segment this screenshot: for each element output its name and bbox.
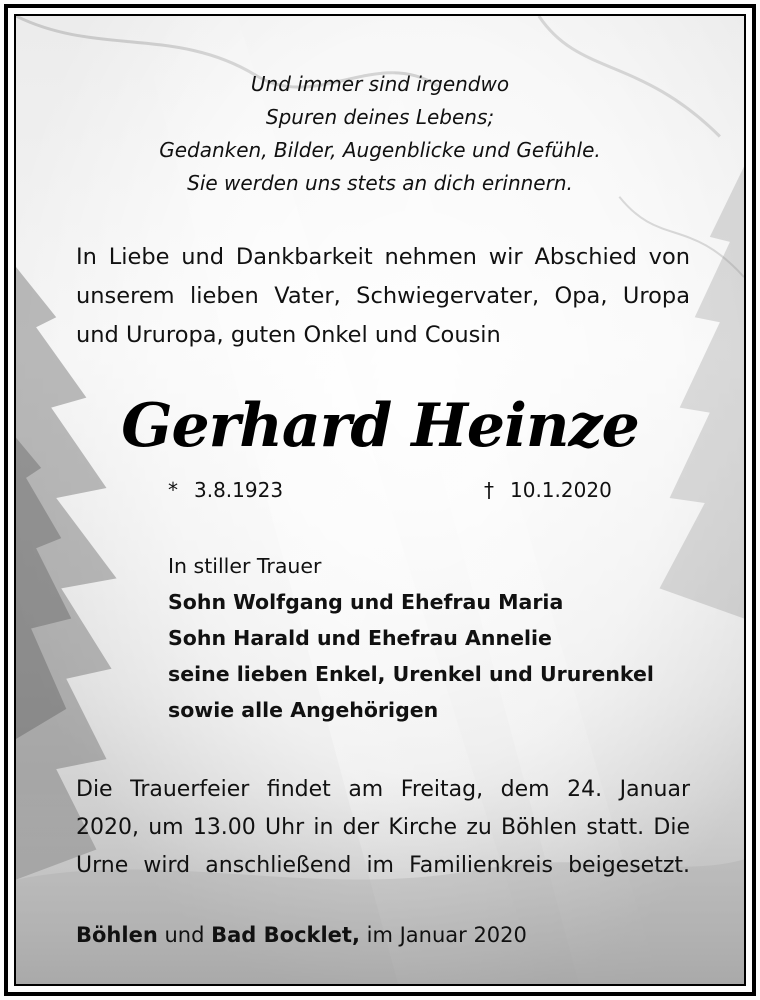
obituary-frame [4, 4, 756, 996]
deceased-name: Gerhard Heinze [121, 391, 639, 461]
birth-symbol: * [168, 478, 178, 502]
death-date: 10.1.2020 [510, 478, 612, 502]
mourners-heading: In stiller Trauer [168, 554, 322, 578]
intro-line: In Liebe und Dankbarkeit nehmen wir Abschied von [76, 244, 690, 270]
place-and-date [76, 920, 527, 950]
death-date-row [484, 476, 612, 504]
ceremony-line: Urne wird anschließend im Familienkreis beigesetzt. [76, 853, 690, 878]
mourner-line: Sohn Wolfgang und Ehefrau Maria [168, 590, 564, 614]
place-bohlen: Böhlen [76, 923, 158, 947]
mourner-line: sowie alle Angehörigen [168, 698, 439, 722]
birth-date-row [168, 476, 283, 504]
ceremony-notice [76, 771, 690, 885]
birth-date: 3.8.1923 [194, 478, 284, 502]
intro-line: unserem lieben Vater, Schwiegervater, Opa, Uropa [76, 283, 690, 309]
poem-line: Spuren deines Lebens; [265, 105, 495, 129]
intro-line: und Ururopa, guten Onkel und Cousin [76, 322, 501, 348]
place-date: im Januar 2020 [366, 923, 527, 947]
ceremony-line: Die Trauerfeier findet am Freitag, dem 24. Januar [76, 777, 690, 802]
poem [16, 68, 744, 200]
cross-symbol: † [484, 478, 494, 502]
place-connector: und [164, 923, 205, 947]
mourners-block [168, 548, 654, 728]
poem-line: Sie werden uns stets an dich erinnern. [187, 171, 573, 195]
obituary-card [14, 14, 746, 986]
mourner-line: Sohn Harald und Ehefrau Annelie [168, 626, 552, 650]
place-bad-bocklet: Bad Bocklet, [211, 923, 360, 947]
poem-line: Gedanken, Bilder, Augenblicke und Gefühle. [159, 138, 601, 162]
intro-text [76, 238, 690, 355]
ceremony-line: 2020, um 13.00 Uhr in der Kirche zu Böhlen statt. Die [76, 815, 690, 840]
mourner-line: seine lieben Enkel, Urenkel und Ururenkel [168, 662, 654, 686]
poem-line: Und immer sind irgendwo [250, 72, 510, 96]
